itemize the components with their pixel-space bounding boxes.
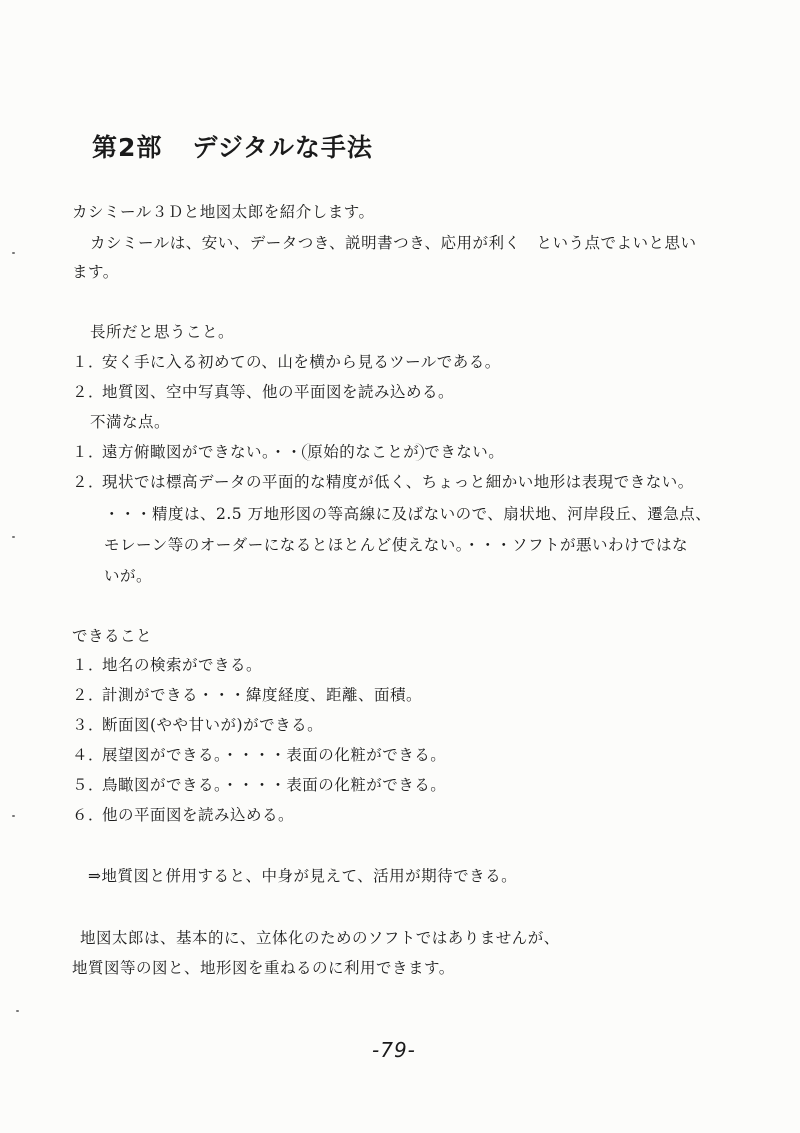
item-text: 他の平面図を読み込める。: [102, 806, 295, 824]
scan-speck: [16, 1010, 19, 1012]
weakness-item-1: [72, 442, 504, 462]
strengths-heading: 長所だと思うこと。: [90, 323, 235, 341]
scan-speck: [12, 815, 15, 817]
item-text: 地質図、空中写真等、他の平面図を読み込める。: [102, 383, 455, 401]
kashimir-desc-line-2: ます。: [72, 263, 119, 281]
item-text: 地名の検索ができる。: [102, 656, 263, 674]
kashimir-desc-line-1: カシミールは、安い、データつき、説明書つき、応用が利く という点でよいと思い: [90, 234, 697, 252]
item-text: 断面図(やや甘いが)ができる。: [102, 716, 324, 734]
item-number: ４．: [72, 746, 105, 764]
item-number: ６．: [72, 806, 105, 824]
item-text: 鳥瞰図ができる。・・・・表面の化粧ができる。: [102, 776, 447, 794]
capability-item: [72, 745, 446, 765]
page-title: [92, 128, 373, 164]
weakness-item-2-line-3: モレーン等のオーダーになるとほとんど使えない。・・・ソフトが悪いわけではな: [104, 536, 688, 554]
weaknesses-heading: 不満な点。: [90, 413, 171, 431]
capability-item: [72, 655, 262, 675]
weakness-item-2-line-4: いが。: [104, 567, 153, 585]
capability-item: [72, 805, 294, 825]
capability-item: [72, 715, 323, 735]
item-number: ２．: [72, 383, 105, 401]
weakness-item-2: [72, 472, 694, 492]
chizutaro-line-1: 地図太郎は、基本的に、立体化のためのソフトではありませんが、: [80, 929, 560, 947]
scan-speck: [12, 536, 15, 538]
capabilities-heading: できること: [72, 627, 153, 645]
chizutaro-line-2: 地質図等の図と、地形図を重ねるのに利用できます。: [72, 959, 455, 977]
capability-item: [72, 775, 446, 795]
item-text-before: 遠方俯瞰図ができない。・・: [102, 443, 303, 461]
item-number: １．: [72, 353, 105, 371]
item-text: 安く手に入る初めての、山を横から見るツールである。: [102, 353, 501, 371]
strength-item: [72, 382, 454, 402]
page-number: -79-: [372, 1038, 416, 1062]
strength-item: [72, 352, 501, 372]
item-number: ２．: [72, 473, 105, 491]
handwritten-circled-text: 原始的なことが: [302, 443, 424, 461]
item-number: ２．: [72, 686, 105, 704]
capability-item: [72, 685, 422, 705]
item-text: 展望図ができる。・・・・表面の化粧ができる。: [102, 746, 447, 764]
item-text: 計測ができる・・・緯度経度、距離、面積。: [102, 686, 423, 704]
item-text-after: できない。: [424, 443, 505, 461]
conclusion-text: ⇒地質図と併用すると、中身が見えて、活用が期待できる。: [88, 867, 518, 885]
title-text: デジタルな手法: [192, 133, 373, 162]
item-number: １．: [72, 443, 105, 461]
item-number: ３．: [72, 716, 105, 734]
item-text-line-1: 現状では標高データの平面的な精度が低く、ちょっと細かい地形は表現できない。: [102, 473, 694, 491]
item-number: １．: [72, 656, 105, 674]
item-number: ５．: [72, 776, 105, 794]
weakness-item-2-line-2: ・・・精度は、2.5 万地形図の等高線に及ばないので、扇状地、河岸段丘、遷急点、: [104, 505, 712, 523]
title-part: 第2部: [92, 133, 163, 162]
intro-text: カシミール３Ｄと地図太郎を紹介します。: [72, 203, 375, 221]
scan-speck: [12, 252, 15, 254]
